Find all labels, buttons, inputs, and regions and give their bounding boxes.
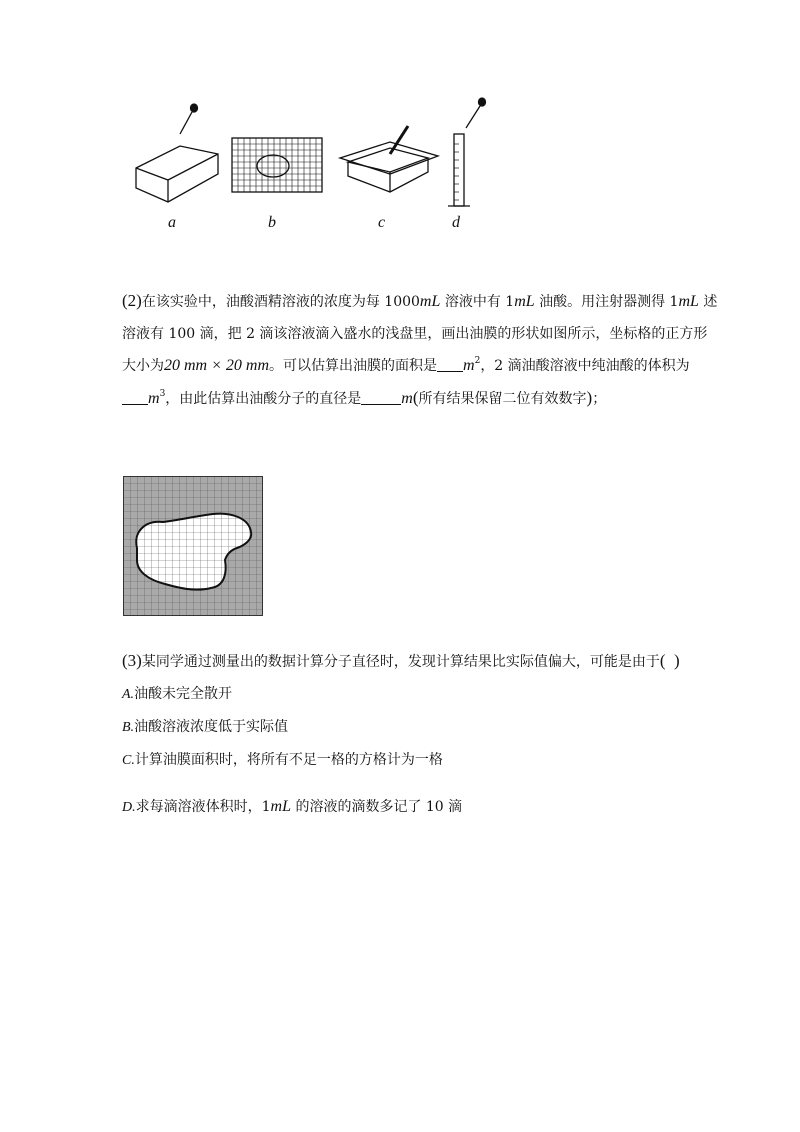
figure-label-d: d [452, 214, 460, 231]
option-b[interactable]: B.油酸溶液浓度低于实际值 [122, 719, 289, 735]
question-3-number: (3) [122, 651, 142, 670]
answer-blank-diameter[interactable] [361, 390, 401, 405]
option-c[interactable]: C.计算油膜面积时，将所有不足一格的方格计为一格 [122, 752, 443, 768]
question-2-line-2: 溶液有 100 滴，把 2 滴该溶液滴入盛水的浅盘里，画出油膜的形状如图所示，坐标格的正方形 [122, 326, 708, 342]
figure-label-c: c [378, 214, 386, 231]
option-d[interactable]: D.求每滴溶液体积时，1mL 的溶液的滴数多记了 10 滴 [122, 798, 463, 815]
figure-label-a: a [168, 214, 176, 231]
apparatus-d-cylinder [448, 134, 470, 206]
apparatus-a-tray [136, 146, 218, 202]
apparatus-b-grid-plate [232, 138, 322, 192]
answer-blank-volume[interactable] [122, 390, 148, 405]
apparatus-a-dropper [180, 104, 198, 134]
grid-size-expression: 20 mm × 20 mm [164, 357, 270, 374]
apparatus-drawing [128, 96, 498, 236]
question-2 [122, 285, 718, 415]
apparatus-c-tray [340, 142, 438, 192]
apparatus-figure [128, 96, 498, 236]
question-2-line-1: (2)在该实验中，油酸酒精溶液的浓度为每 1000mL 溶液中有 1mL 油酸。用注射器测得 1mL 述 [122, 291, 718, 310]
answer-paren[interactable]: ( ) [659, 651, 680, 670]
apparatus-d-dropper [466, 98, 486, 128]
option-a[interactable]: A.油酸未完全散开 [122, 686, 233, 702]
question-2-line-4: $m^3$，由此估算出油酸分子的直径是 m(所有结果保留二位有效数字)； [122, 382, 682, 415]
oil-film-drawing [123, 476, 263, 616]
question-3 [122, 645, 682, 824]
question-3-stem: (3)某同学通过测量出的数据计算分子直径时，发现计算结果比实际值偏大，可能是由于( ) [122, 651, 680, 670]
answer-blank-area[interactable] [437, 357, 463, 372]
figure-label-b: b [268, 214, 276, 231]
question-2-number: (2) [122, 291, 142, 310]
question-2-line-3: 大小为20 mm × 20 mm。可以估算出油膜的面积是 $m^2$，2 滴油酸溶液中纯油酸的体积为 [122, 356, 690, 374]
oil-film-grid-figure [123, 476, 263, 616]
